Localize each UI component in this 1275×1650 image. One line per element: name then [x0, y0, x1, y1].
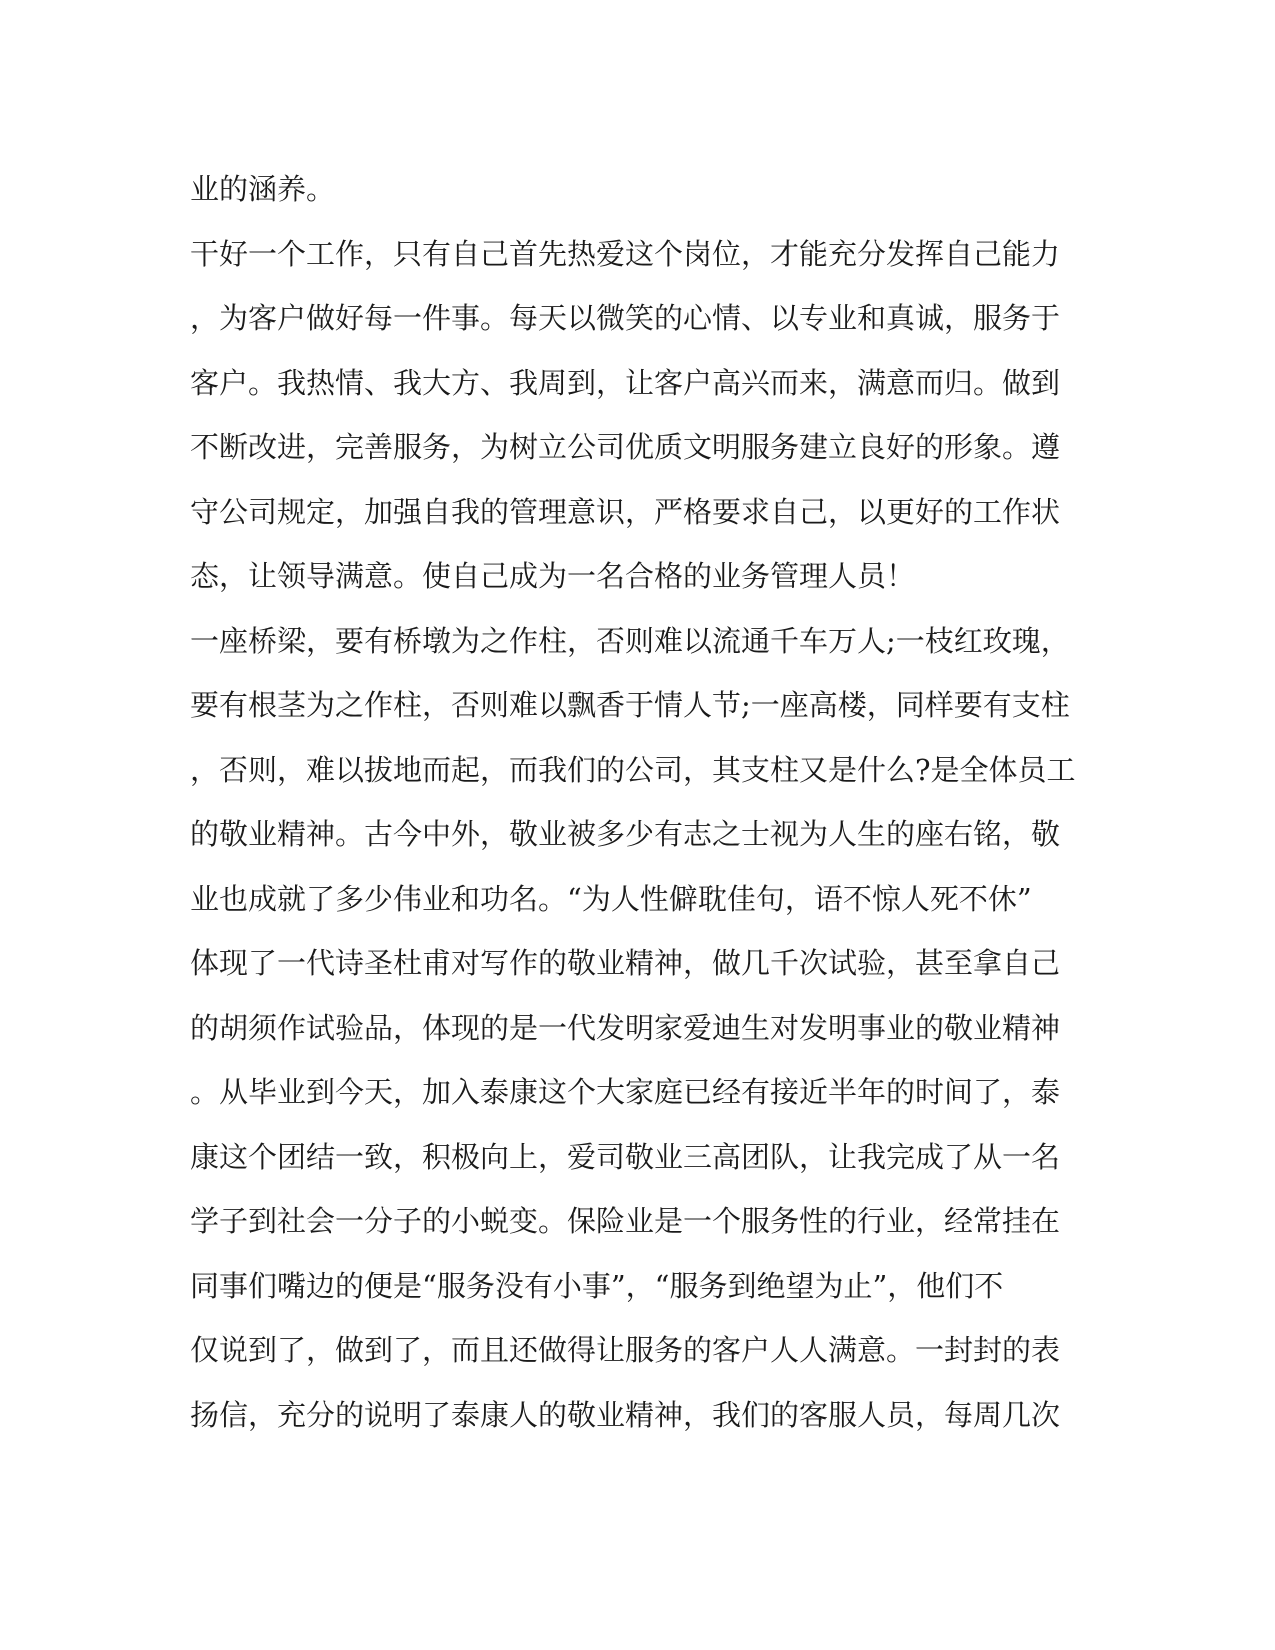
body-text: [190, 162, 1090, 1452]
text-line: 一座桥梁，要有桥墩为之作柱，否则难以流通千车万人;一枝红玫瑰，: [190, 623, 1070, 658]
text-line: 客户。我热情、我大方、我周到，让客户高兴而来，满意而归。做到: [190, 365, 1061, 400]
text-line: 业的涵养。: [190, 172, 336, 206]
text-line: 康这个团结一致，积极向上，爱司敬业三高团队，让我完成了从一名: [190, 1139, 1061, 1174]
text-line: ，为客户做好每一件事。每天以微笑的心情、以专业和真诚，服务于: [190, 301, 1061, 335]
text-line: 态，让领导满意。使自己成为一名合格的业务管理人员！: [190, 559, 916, 593]
text-line: 学子到社会一分子的小蜕变。保险业是一个服务性的行业，经常挂在: [190, 1204, 1061, 1238]
text-line: ，否则，难以拔地而起，而我们的公司，其支柱又是什么?是全体员工: [190, 752, 1076, 787]
text-line: 守公司规定，加强自我的管理意识，严格要求自己，以更好的工作状: [190, 494, 1061, 529]
text-line: 扬信，充分的说明了泰康人的敬业精神，我们的客服人员，每周几次: [190, 1397, 1061, 1432]
text-line: 业也成就了多少伟业和功名。“为人性僻耽佳句，语不惊人死不休”: [190, 881, 1032, 916]
text-line: 干好一个工作，只有自己首先热爱这个岗位，才能充分发挥自己能力: [190, 236, 1061, 271]
text-line: 的胡须作试验品，体现的是一代发明家爱迪生对发明事业的敬业精神: [190, 1010, 1061, 1045]
text-line: 同事们嘴边的便是“服务没有小事”，“服务到绝望为止”，他们不: [190, 1268, 1004, 1303]
text-line: 体现了一代诗圣杜甫对写作的敬业精神，做几千次试验，甚至拿自己: [190, 946, 1061, 980]
text-line: 要有根茎为之作柱，否则难以飘香于情人节;一座高楼，同样要有支柱: [190, 688, 1070, 722]
text-line: 的敬业精神。古今中外，敬业被多少有志之士视为人生的座右铭，敬: [190, 817, 1061, 851]
text-line: 不断改进，完善服务，为树立公司优质文明服务建立良好的形象。遵: [190, 430, 1061, 464]
text-line: 。从毕业到今天，加入泰康这个大家庭已经有接近半年的时间了，泰: [190, 1075, 1061, 1109]
text-line: 仅说到了，做到了，而且还做得让服务的客户人人满意。一封封的表: [190, 1333, 1061, 1367]
